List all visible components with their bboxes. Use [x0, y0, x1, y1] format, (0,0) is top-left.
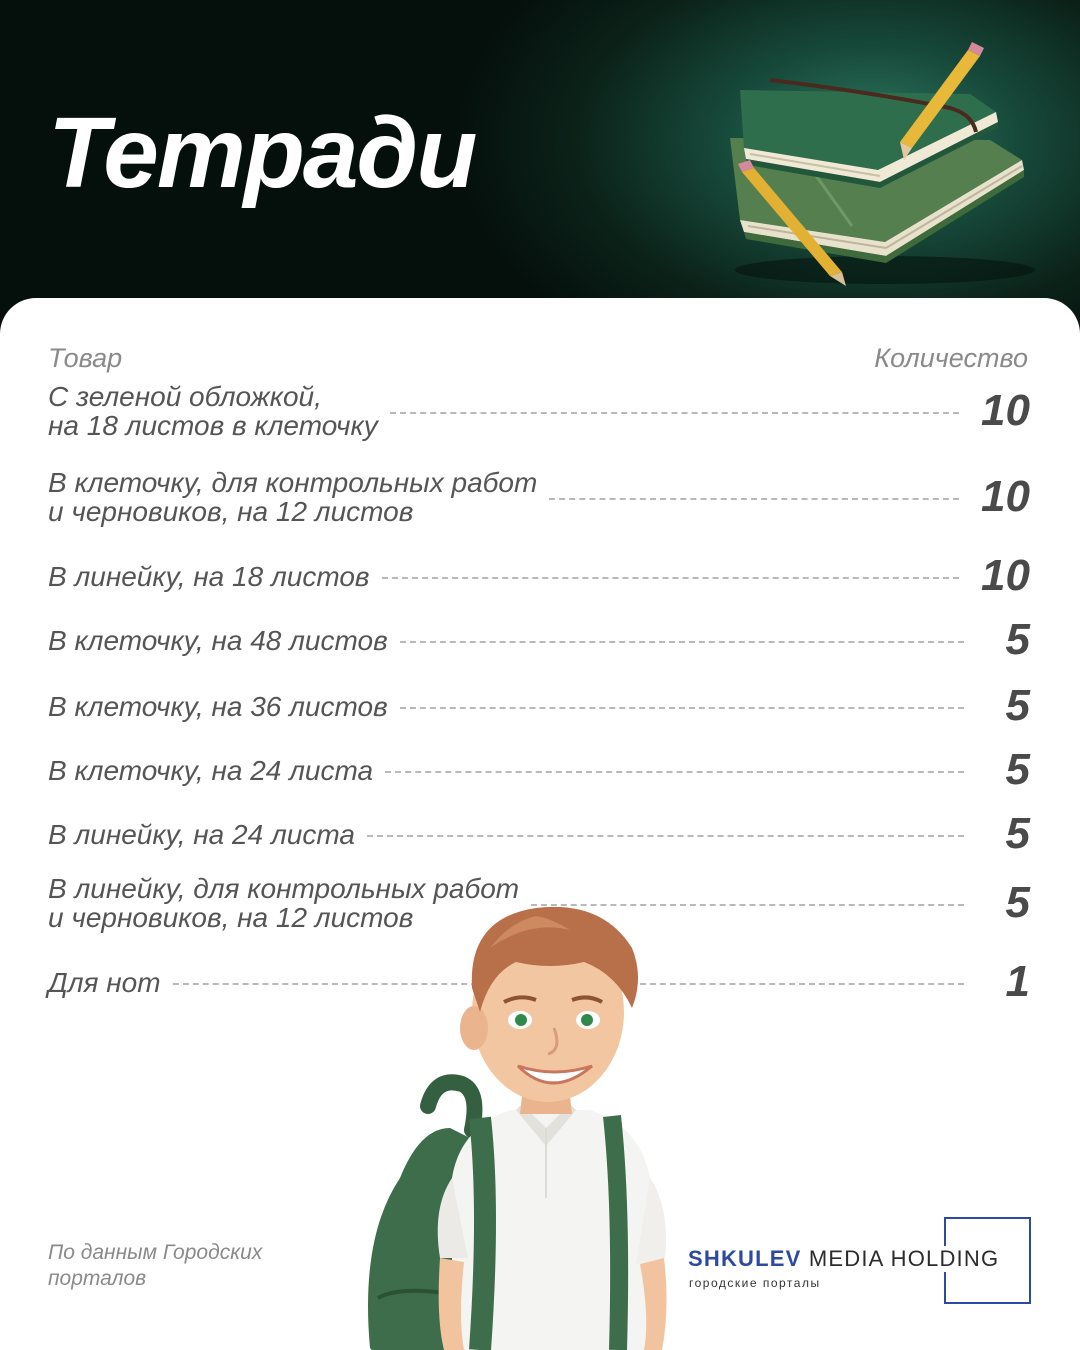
row-label: В клеточку, на 36 листов [48, 690, 388, 722]
row-quantity: 5 [1005, 681, 1030, 730]
column-header-quantity: Количество [874, 343, 1028, 373]
dashed-leader [367, 835, 964, 837]
logo-wordmark [688, 1246, 1003, 1272]
row-quantity: 10 [981, 551, 1030, 600]
dashed-leader [382, 577, 960, 579]
table-row [48, 468, 1030, 526]
table-row [48, 616, 1030, 664]
dashed-leader [400, 641, 964, 643]
logo-subtitle: городские порталы [689, 1276, 821, 1290]
row-label: В линейку, для контрольных работ и черновиков, на 12 листов [48, 873, 520, 933]
dashed-leader [400, 707, 964, 709]
column-header-item: Товар [48, 343, 123, 373]
logo-rest: MEDIA HOLDING [801, 1246, 1000, 1271]
row-quantity: 10 [981, 386, 1030, 435]
row-quantity: 5 [1005, 809, 1030, 858]
table-row [48, 552, 1030, 600]
row-quantity: 1 [1005, 957, 1030, 1006]
boy-with-backpack-icon [340, 878, 700, 1350]
row-label: В клеточку, на 48 листов [48, 624, 388, 656]
source-note: По данным Городских порталов [48, 1241, 263, 1290]
header-banner [0, 0, 1080, 330]
table-row [48, 746, 1030, 794]
table-row [48, 682, 1030, 730]
row-quantity: 5 [1005, 878, 1030, 927]
dashed-leader [390, 412, 959, 414]
row-label: В клеточку, для контрольных работ и черновиков, на 12 листов [48, 467, 538, 527]
row-label: В линейку, на 18 листов [48, 560, 370, 592]
dashed-leader [385, 771, 964, 773]
dashed-leader [549, 498, 959, 500]
row-quantity: 5 [1005, 615, 1030, 664]
table-row [48, 382, 1030, 440]
row-quantity: 5 [1005, 745, 1030, 794]
row-label: В линейку, на 24 листа [48, 818, 355, 850]
row-label: С зеленой обложкой, на 18 листов в клеточку [48, 381, 378, 441]
table-row [48, 810, 1030, 858]
logo-brand: SHKULEV [688, 1246, 802, 1271]
shkulev-logo [688, 1216, 1033, 1304]
notebooks-icon [700, 20, 1060, 300]
page-title: Тетради [48, 97, 476, 209]
row-label: Для нот [48, 966, 161, 998]
row-label: В клеточку, на 24 листа [48, 754, 374, 786]
notebooks-table-card [0, 298, 1080, 1350]
row-quantity: 10 [981, 472, 1030, 521]
